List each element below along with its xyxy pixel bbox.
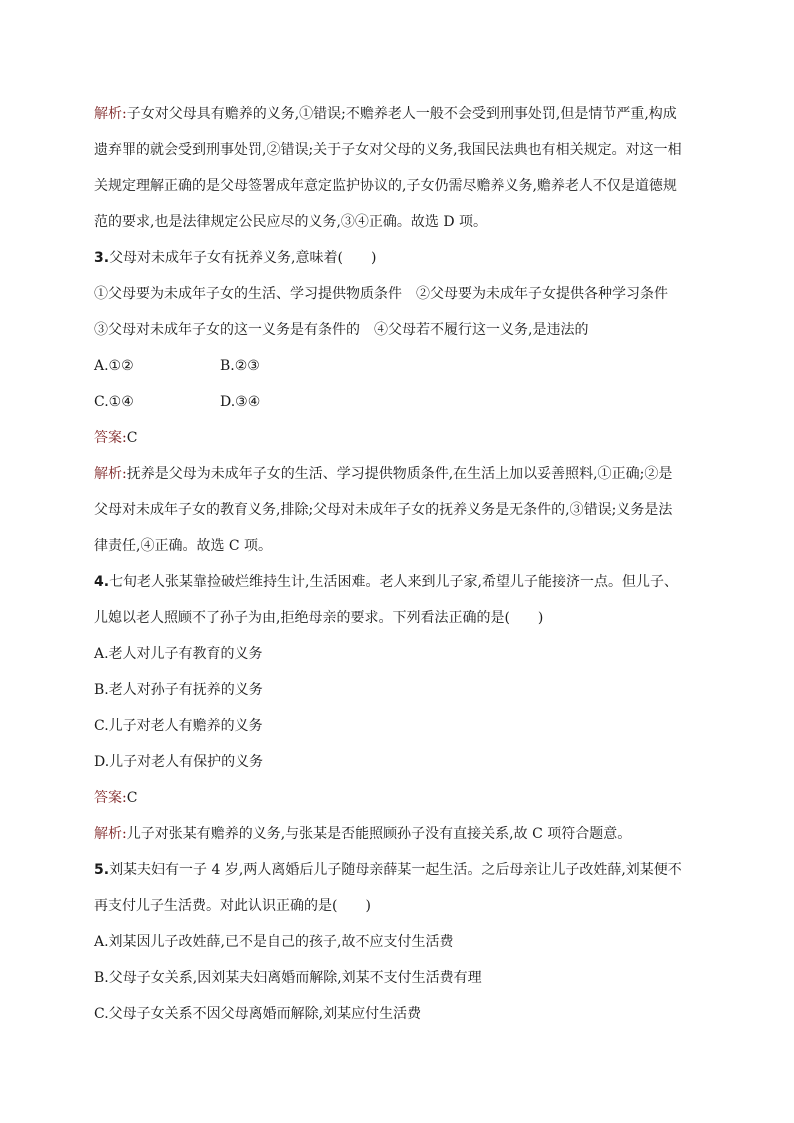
q4-analysis-text-1: 儿子对张某有赡养的义务,与张某是否能照顾孙子没有直接关系,故 C 项符合题意。 (126, 826, 632, 842)
q4-number: 4. (94, 574, 110, 590)
q4-answer (94, 788, 137, 808)
q3-stem (94, 248, 376, 268)
q3-option-a: A.①② (94, 358, 134, 374)
q2-analysis-line-2: 遗弃罪的就会受到刑事处罚,②错误;关于子女对父母的义务,我国民法典也有相关规定。对这一相 (94, 142, 682, 158)
q3-answer-value: C (126, 430, 138, 446)
q4-stem-line-2: 儿媳以老人照顾不了孙子为由,拒绝母亲的要求。下列看法正确的是( ) (94, 610, 544, 626)
q2-analysis-line-1 (94, 104, 677, 124)
q3-analysis-label: 解析: (94, 466, 127, 482)
q3-answer (94, 428, 137, 448)
q4-option-c: C.儿子对老人有赡养的义务 (94, 718, 263, 734)
q5-option-c: C.父母子女关系不因父母离婚而解除,刘某应付生活费 (94, 1006, 422, 1022)
q3-options-row-1 (94, 356, 260, 376)
q4-option-b: B.老人对孙子有抚养的义务 (94, 682, 263, 698)
q4-analysis-line-1 (94, 824, 631, 844)
q4-option-a: A.老人对儿子有教育的义务 (94, 646, 263, 662)
q3-analysis-line-3: 律责任,④正确。故选 C 项。 (94, 538, 273, 554)
q3-option-b: B.②③ (220, 358, 260, 374)
q3-stem-text: 父母对未成年子女有抚养义务,意味着( ) (109, 250, 377, 266)
q3-analysis-text-1: 抚养是父母为未成年子女的生活、学习提供物质条件,在生活上加以妥善照料,①正确;②是 (126, 466, 673, 482)
q5-option-b: B.父母子女关系,因刘某夫妇离婚而解除,刘某不支付生活费有理 (94, 970, 482, 986)
q2-analysis-text-1: 子女对父母具有赡养的义务,①错误;不赡养老人一般不会受到刑事处罚,但是情节严重,构成 (126, 106, 677, 122)
q3-statement-1: ①父母要为未成年子女的生活、学习提供物质条件 ②父母要为未成年子女提供各种学习条件 (94, 286, 668, 302)
q3-statement-2: ③父母对未成年子女的这一义务是有条件的 ④父母若不履行这一义务,是违法的 (94, 322, 589, 338)
q3-option-d: D.③④ (220, 394, 261, 410)
q4-option-d: D.儿子对老人有保护的义务 (94, 754, 264, 770)
q2-analysis-line-3: 关规定理解正确的是父母签署成年意定监护协议的,子女仍需尽赡养义务,赡养老人不仅是道德规 (94, 178, 677, 194)
q2-analysis-line-4: 范的要求,也是法律规定公民应尽的义务,③④正确。故选 D 项。 (94, 214, 488, 230)
q5-number: 5. (94, 862, 110, 878)
q4-answer-value: C (126, 790, 138, 806)
q5-option-a: A.刘某因儿子改姓薛,已不是自己的孩子,故不应支付生活费 (94, 934, 454, 950)
q5-stem-line-2: 再支付儿子生活费。对此认识正确的是( ) (94, 898, 371, 914)
q5-stem-line-1 (94, 860, 682, 880)
q2-analysis-label: 解析: (94, 106, 127, 122)
q3-number: 3. (94, 250, 110, 266)
q5-stem-text-1: 刘某夫妇有一子 4 岁,两人离婚后儿子随母亲薛某一起生活。之后母亲让儿子改姓薛,刘某便不 (109, 862, 682, 878)
q3-option-c: C.①④ (94, 394, 134, 410)
q4-stem-text-1: 七旬老人张某靠捡破烂维持生计,生活困难。老人来到儿子家,希望儿子能接济一点。但儿子、 (109, 574, 678, 590)
q3-analysis-line-1 (94, 464, 672, 484)
q3-analysis-line-2: 父母对未成年子女的教育义务,排除;父母对未成年子女的抚养义务是无条件的,③错误;义务是法 (94, 502, 673, 518)
q4-analysis-label: 解析: (94, 826, 127, 842)
q4-stem-line-1 (94, 572, 678, 592)
q4-answer-label: 答案: (94, 790, 127, 806)
q3-answer-label: 答案: (94, 430, 127, 446)
q3-options-row-2 (94, 392, 261, 412)
